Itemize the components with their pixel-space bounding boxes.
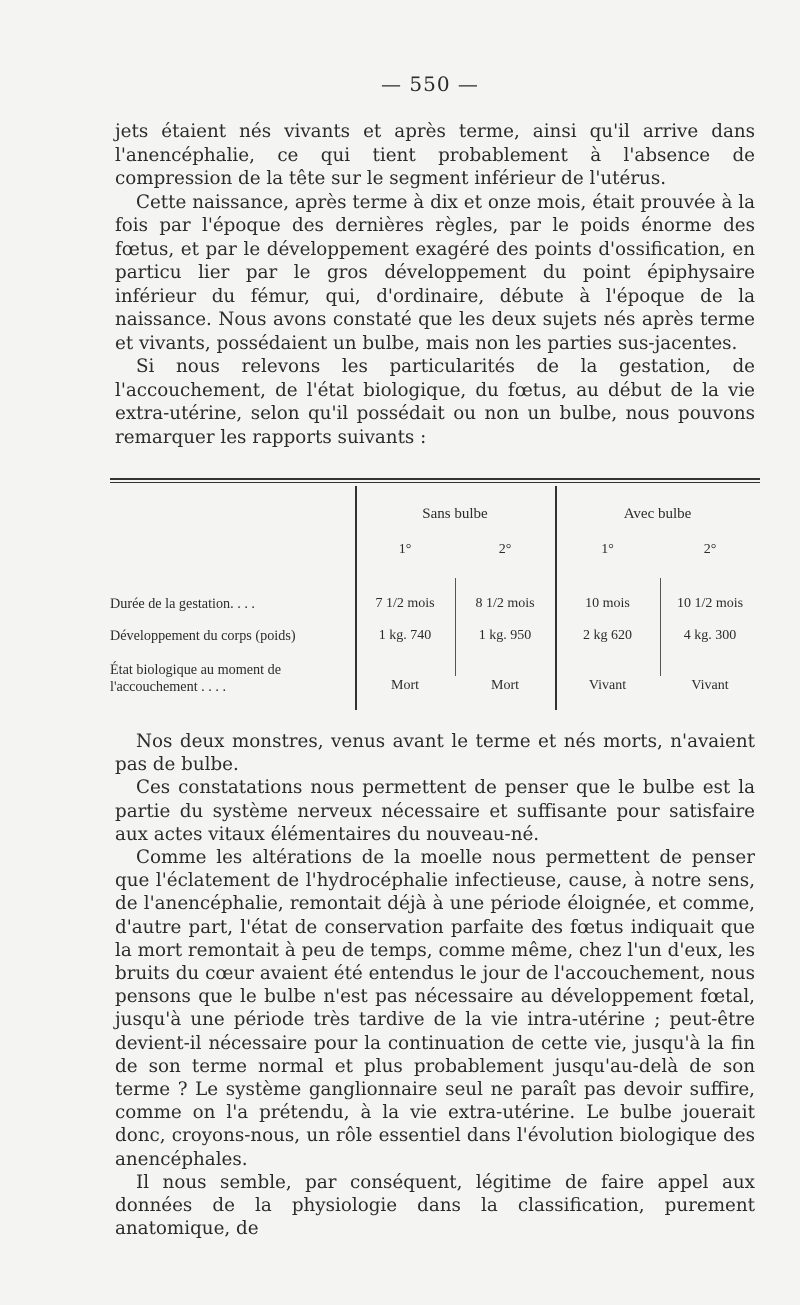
table-cell: Mort: [391, 678, 419, 693]
comparison-table: [110, 478, 760, 710]
group-header-sans-bulbe: Sans bulbe: [422, 506, 488, 522]
paragraph: Ces constatations nous permettent de penser que le bulbe est la partie du système nerveux nécessaire et suffisante pour satisfaire aux actes vitaux élémentaires du nouveau-né.: [115, 777, 755, 845]
table-cell: 8 1/2 mois: [475, 596, 535, 611]
table-cell: 1 kg. 740: [378, 628, 432, 643]
paragraph: Cette naissance, après terme à dix et onze mois, était prouvée à la fois par l'époque des dernières règles, par le poids énorme des fœtus, et par le développement exagéré des points d'ossification, en particu lier par le gros développement du point épiphysaire inférieur du fémur, qui, d'ordinaire, débute à l'époque de la naissance. Nous avons constaté que les deux sujets nés après terme et vivants, possédaient un bulbe, mais non les parties sus-jacentes.: [115, 191, 755, 354]
page-number: — 550 —: [381, 72, 479, 96]
sub-header: 2°: [703, 542, 717, 557]
sub-header: 1°: [601, 542, 614, 557]
column-divider: [455, 578, 456, 676]
column-divider: [660, 578, 661, 676]
paragraph: Comme les altérations de la moelle nous permettent de penser que l'éclatement de l'hydrocéphalie infectieuse, cause, à notre sens, de l'anencéphalie, remontait déjà à une période éloignée, et comme, d'autre part, l'état de conservation parfaite des fœtus indiquait que la mort remontait à peu de temps, comme même, chez l'un d'eux, les bruits du cœur avaient été entendus le jour de l'accouchement, nous pensons que le bulbe n'est pas nécessaire au développement fœtal, jusqu'à une période très tardive de la vie intra-utérine ; peut-être devient-il nécessaire pour la continuation de cette vie, jusqu'à la fin de son terme normal et plus probablement jusqu'au-delà de son terme ? Le système ganglionnaire seul ne paraît pas devoir suffire, comme on l'a prétendu, à la vie extra-utérine. Le bulbe jouerait donc, croyons-nous, un rôle essentiel dans l'évolution biologique des anencéphales.: [115, 847, 755, 1170]
row-label: Durée de la gestation. . . .: [110, 596, 255, 612]
table-cell: 4 kg. 300: [683, 628, 737, 643]
paragraph: jets étaient nés vivants et après terme, ainsi qu'il arrive dans l'anencéphalie, ce qui tient probablement à l'absence de compression de la tête sur le segment inférieur de l'utérus.: [115, 121, 755, 189]
body-text-top: [115, 120, 755, 449]
table-top-rule: [110, 478, 760, 480]
group-header-avec-bulbe: Avec bulbe: [623, 506, 692, 522]
row-label: Développement du corps (poids): [110, 628, 296, 644]
table-cell: 10 1/2 mois: [676, 596, 744, 611]
table-cell: 7 1/2 mois: [375, 596, 435, 611]
paragraph: Il nous semble, par conséquent, légitime de faire appel aux données de la physiologie dans la classification, purement anatomique, de: [115, 1171, 755, 1240]
sub-header: 1°: [398, 542, 412, 557]
table-cell: 2 kg 620: [583, 628, 632, 643]
table-cell: Mort: [491, 678, 519, 693]
row-label: État biologique au moment de l'accouchement . . . .: [110, 662, 281, 695]
paragraph: Nos deux monstres, venus avant le terme et nés morts, n'avaient pas de bulbe.: [115, 731, 755, 776]
table-cell: Vivant: [588, 678, 627, 693]
paragraph: Si nous relevons les particularités de la gestation, de l'accouchement, de l'état biologique, du fœtus, au début de la vie extra-utérine, selon qu'il possédait ou non un bulbe, nous pouvons remarquer les rapports suivants :: [115, 356, 755, 448]
sub-header: 2°: [498, 542, 512, 557]
table-cell: 10 mois: [585, 596, 630, 611]
table-cell: 1 kg. 950: [478, 628, 532, 643]
body-text-bottom: [115, 730, 755, 1240]
table-cell: Vivant: [691, 678, 729, 693]
table-top-rule-thin: [110, 482, 760, 483]
